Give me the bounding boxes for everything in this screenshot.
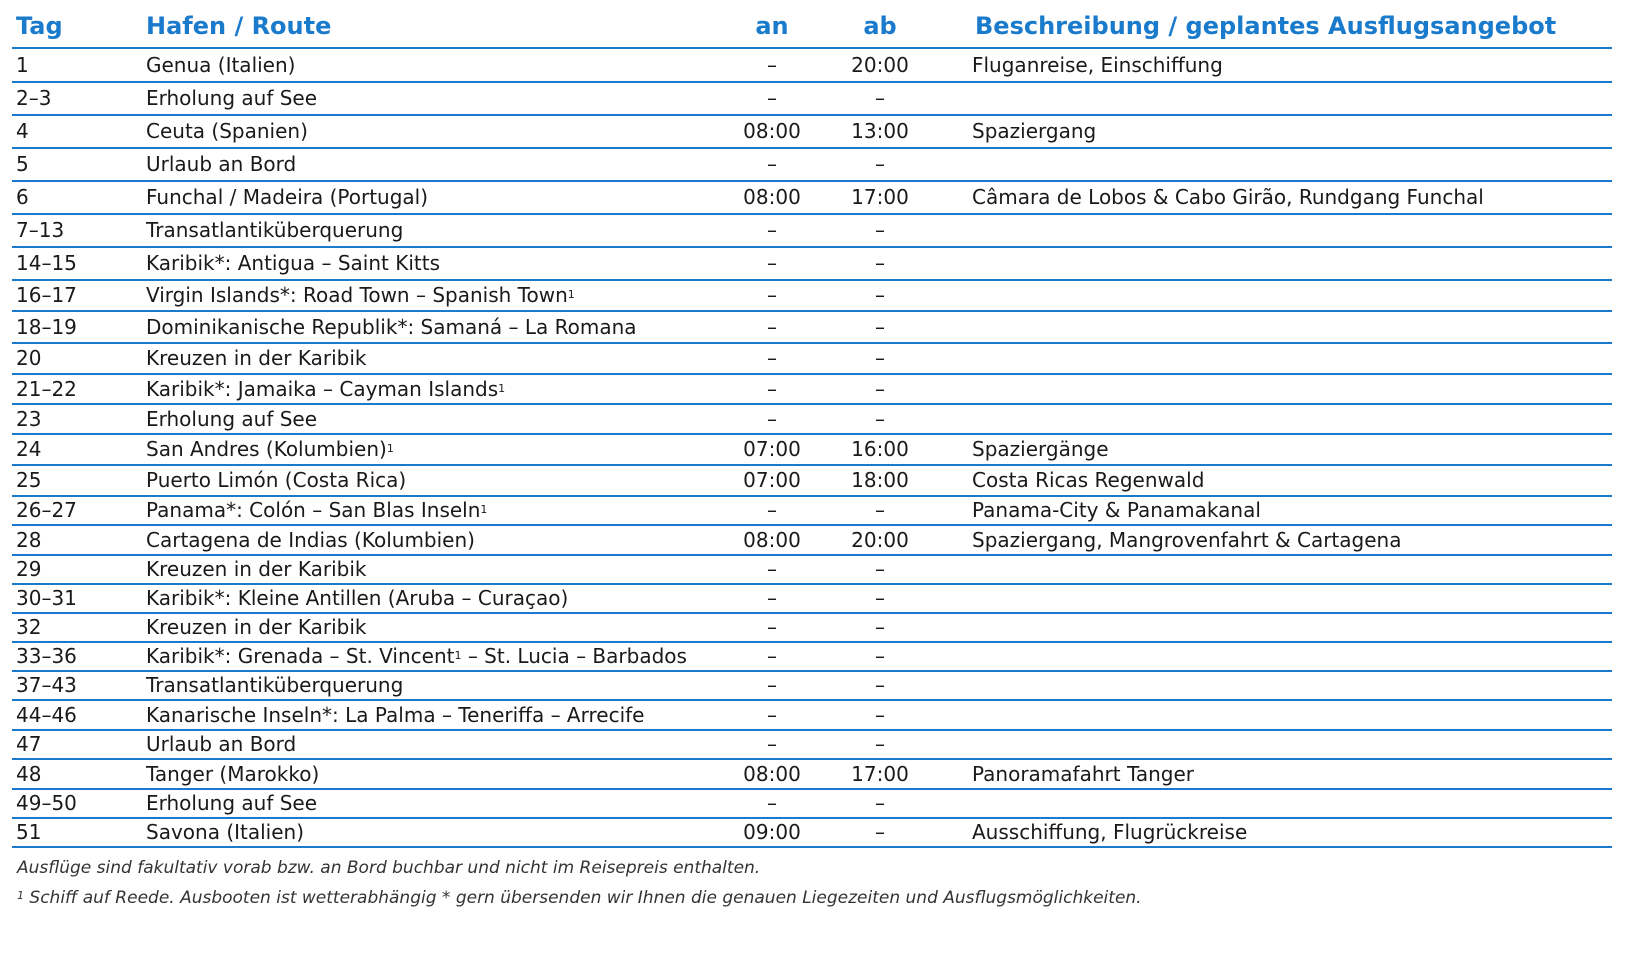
- day-cell: 25: [16, 468, 42, 492]
- route-text: Karibik*: Jamaika – Cayman Islands: [146, 377, 499, 401]
- day-cell: 16–17: [16, 283, 77, 307]
- footnote-mark: 1: [17, 889, 24, 902]
- description-cell: Câmara de Lobos & Cabo Girão, Rundgang Funchal: [972, 185, 1484, 209]
- header-ab: ab: [863, 12, 897, 40]
- day-cell: 5: [16, 152, 29, 176]
- description-cell: Spaziergang, Mangrovenfahrt & Cartagena: [972, 528, 1402, 552]
- table-row: [12, 182, 1612, 215]
- route-text: San Andres (Kolumbien): [146, 437, 387, 461]
- route-text: Kreuzen in der Karibik: [146, 615, 367, 639]
- table-row: [12, 405, 1612, 435]
- route-text: Virgin Islands*: Road Town – Spanish Town: [146, 283, 568, 307]
- table-row: [12, 614, 1612, 643]
- arrival-cell: 08:00: [743, 762, 801, 786]
- departure-cell: 13:00: [851, 119, 909, 143]
- route-text: Urlaub an Bord: [146, 152, 297, 176]
- table-row: [12, 149, 1612, 182]
- table-row: [12, 643, 1612, 672]
- table-row: [12, 672, 1612, 701]
- arrival-cell: –: [767, 53, 777, 77]
- departure-cell: –: [875, 315, 885, 339]
- arrival-cell: 09:00: [743, 820, 801, 844]
- arrival-cell: –: [767, 377, 777, 401]
- footnote-anchorage-text: Schiff auf Reede. Ausbooten ist wetterabhängig * gern übersenden wir Ihnen die genauen Liegezeiten und Ausflugsmöglichkeiten.: [24, 888, 1142, 908]
- route-cell: [146, 466, 406, 495]
- route-cell: [146, 312, 637, 342]
- arrival-cell: –: [767, 152, 777, 176]
- table-row: [12, 790, 1612, 819]
- route-text: Cartagena de Indias (Kolumbien): [146, 528, 475, 552]
- header-tag: Tag: [16, 12, 63, 40]
- day-cell: 32: [16, 615, 42, 639]
- route-cell: [146, 760, 319, 788]
- departure-cell: –: [875, 644, 885, 668]
- departure-cell: –: [875, 703, 885, 727]
- route-cell: [146, 643, 687, 670]
- route-text: Genua (Italien): [146, 53, 296, 77]
- route-text: Erholung auf See: [146, 407, 318, 431]
- description-cell: Panama-City & Panamakanal: [972, 498, 1261, 522]
- route-text: Ceuta (Spanien): [146, 119, 308, 143]
- arrival-cell: –: [767, 703, 777, 727]
- arrival-cell: –: [767, 218, 777, 242]
- route-text: Kanarische Inseln*: La Palma – Teneriffa – Arrecife: [146, 703, 645, 727]
- arrival-cell: –: [767, 346, 777, 370]
- departure-cell: –: [875, 346, 885, 370]
- arrival-cell: 08:00: [743, 119, 801, 143]
- arrival-cell: –: [767, 557, 777, 581]
- header-an: an: [755, 12, 789, 40]
- day-cell: 23: [16, 407, 42, 431]
- table-row: [12, 435, 1612, 466]
- departure-cell: 16:00: [851, 437, 909, 461]
- arrival-cell: 07:00: [743, 468, 801, 492]
- day-cell: 48: [16, 762, 42, 786]
- footnote-anchorage: [17, 888, 1142, 908]
- arrival-cell: –: [767, 586, 777, 610]
- arrival-cell: –: [767, 615, 777, 639]
- table-row: [12, 248, 1612, 281]
- day-cell: 30–31: [16, 586, 77, 610]
- footnote-excursions: Ausflüge sind fakultativ vorab bzw. an Bord buchbar und nicht im Reisepreis enthalten.: [17, 858, 761, 878]
- route-cell: [146, 731, 296, 758]
- table-row: [12, 819, 1612, 848]
- route-cell: [146, 819, 304, 846]
- day-cell: 2–3: [16, 86, 52, 110]
- route-cell: [146, 375, 505, 403]
- route-text: Kreuzen in der Karibik: [146, 557, 367, 581]
- arrival-cell: –: [767, 498, 777, 522]
- route-text: Transatlantiküberquerung: [146, 673, 404, 697]
- day-cell: 49–50: [16, 791, 77, 815]
- arrival-cell: –: [767, 407, 777, 431]
- route-text: Erholung auf See: [146, 86, 318, 110]
- arrival-cell: –: [767, 791, 777, 815]
- table-row: [12, 556, 1612, 585]
- departure-cell: 18:00: [851, 468, 909, 492]
- footnote-ref: 1: [567, 288, 575, 301]
- day-cell: 14–15: [16, 251, 77, 275]
- day-cell: 7–13: [16, 218, 65, 242]
- footnote-ref: 1: [454, 649, 462, 662]
- departure-cell: –: [875, 498, 885, 522]
- route-text: Puerto Limón (Costa Rica): [146, 468, 407, 492]
- day-cell: 33–36: [16, 644, 77, 668]
- table-row: [12, 215, 1612, 248]
- table-row: [12, 50, 1612, 83]
- route-text: Funchal / Madeira (Portugal): [146, 185, 429, 209]
- footnote-ref: 1: [386, 442, 394, 455]
- table-row: [12, 497, 1612, 526]
- route-cell: [146, 116, 308, 147]
- route-cell: [146, 614, 367, 641]
- route-cell: [146, 182, 428, 213]
- route-cell: [146, 556, 367, 583]
- departure-cell: –: [875, 615, 885, 639]
- arrival-cell: –: [767, 86, 777, 110]
- route-text: Panama*: Colón – San Blas Inseln: [146, 498, 481, 522]
- footnote-ref: 1: [498, 382, 506, 395]
- description-cell: Fluganreise, Einschiffung: [972, 53, 1223, 77]
- route-text: Urlaub an Bord: [146, 732, 297, 756]
- description-cell: Spaziergang: [972, 119, 1097, 143]
- departure-cell: –: [875, 251, 885, 275]
- table-row: [12, 760, 1612, 790]
- route-text: Karibik*: Kleine Antillen (Aruba – Curaçao): [146, 586, 569, 610]
- departure-cell: –: [875, 673, 885, 697]
- route-cell: [146, 215, 403, 246]
- arrival-cell: –: [767, 732, 777, 756]
- day-cell: 47: [16, 732, 42, 756]
- route-text: Transatlantiküberquerung: [146, 218, 404, 242]
- table-row: [12, 344, 1612, 375]
- route-text: Savona (Italien): [146, 820, 305, 844]
- departure-cell: 17:00: [851, 185, 909, 209]
- description-cell: Panoramafahrt Tanger: [972, 762, 1195, 786]
- day-cell: 44–46: [16, 703, 77, 727]
- route-cell: [146, 701, 644, 729]
- table-row: [12, 281, 1612, 312]
- table-row: [12, 585, 1612, 614]
- departure-cell: –: [875, 820, 885, 844]
- route-cell: [146, 248, 440, 279]
- departure-cell: –: [875, 557, 885, 581]
- route-cell: [146, 281, 575, 310]
- day-cell: 4: [16, 119, 29, 143]
- day-cell: 51: [16, 820, 42, 844]
- route-cell: [146, 790, 317, 817]
- route-cell: [146, 435, 394, 464]
- day-cell: 24: [16, 437, 42, 461]
- departure-cell: –: [875, 86, 885, 110]
- table-row: [12, 731, 1612, 760]
- departure-cell: 20:00: [851, 53, 909, 77]
- description-cell: Spaziergänge: [972, 437, 1109, 461]
- description-cell: Costa Ricas Regenwald: [972, 468, 1205, 492]
- arrival-cell: –: [767, 315, 777, 339]
- table-row: [12, 375, 1612, 405]
- arrival-cell: 07:00: [743, 437, 801, 461]
- footnote-ref: 1: [480, 503, 488, 516]
- route-cell: [146, 405, 317, 433]
- day-cell: 26–27: [16, 498, 77, 522]
- departure-cell: –: [875, 377, 885, 401]
- header-route: Hafen / Route: [146, 12, 332, 40]
- route-text: Karibik*: Grenada – St. Vincent: [146, 644, 455, 668]
- departure-cell: 17:00: [851, 762, 909, 786]
- day-cell: 18–19: [16, 315, 77, 339]
- route-cell: [146, 344, 367, 373]
- departure-cell: –: [875, 152, 885, 176]
- route-text: Tanger (Marokko): [146, 762, 320, 786]
- route-text: Karibik*: Antigua – Saint Kitts: [146, 251, 440, 275]
- day-cell: 37–43: [16, 673, 77, 697]
- description-cell: Ausschiffung, Flugrückreise: [972, 820, 1248, 844]
- arrival-cell: –: [767, 644, 777, 668]
- day-cell: 1: [16, 53, 29, 77]
- route-cell: [146, 83, 317, 114]
- header-description: Beschreibung / geplantes Ausflugsangebot: [975, 12, 1557, 40]
- route-text: Erholung auf See: [146, 791, 318, 815]
- departure-cell: 20:00: [851, 528, 909, 552]
- day-cell: 29: [16, 557, 42, 581]
- table-row: [12, 116, 1612, 149]
- route-text-cont: – St. Lucia – Barbados: [461, 644, 687, 668]
- departure-cell: –: [875, 791, 885, 815]
- route-text: Dominikanische Republik*: Samaná – La Romana: [146, 315, 637, 339]
- departure-cell: –: [875, 586, 885, 610]
- route-cell: [146, 50, 295, 81]
- table-row: [12, 526, 1612, 556]
- arrival-cell: –: [767, 283, 777, 307]
- route-cell: [146, 149, 296, 180]
- arrival-cell: –: [767, 251, 777, 275]
- table-row: [12, 466, 1612, 497]
- table-row: [12, 701, 1612, 731]
- day-cell: 28: [16, 528, 42, 552]
- day-cell: 6: [16, 185, 29, 209]
- header-divider: [12, 47, 1612, 49]
- departure-cell: –: [875, 407, 885, 431]
- departure-cell: –: [875, 283, 885, 307]
- day-cell: 21–22: [16, 377, 77, 401]
- day-cell: 20: [16, 346, 42, 370]
- route-cell: [146, 526, 475, 554]
- table-row: [12, 312, 1612, 344]
- arrival-cell: –: [767, 673, 777, 697]
- route-cell: [146, 672, 403, 699]
- route-cell: [146, 585, 568, 612]
- table-row: [12, 83, 1612, 116]
- arrival-cell: 08:00: [743, 528, 801, 552]
- departure-cell: –: [875, 218, 885, 242]
- route-text: Kreuzen in der Karibik: [146, 346, 367, 370]
- arrival-cell: 08:00: [743, 185, 801, 209]
- route-cell: [146, 497, 487, 524]
- departure-cell: –: [875, 732, 885, 756]
